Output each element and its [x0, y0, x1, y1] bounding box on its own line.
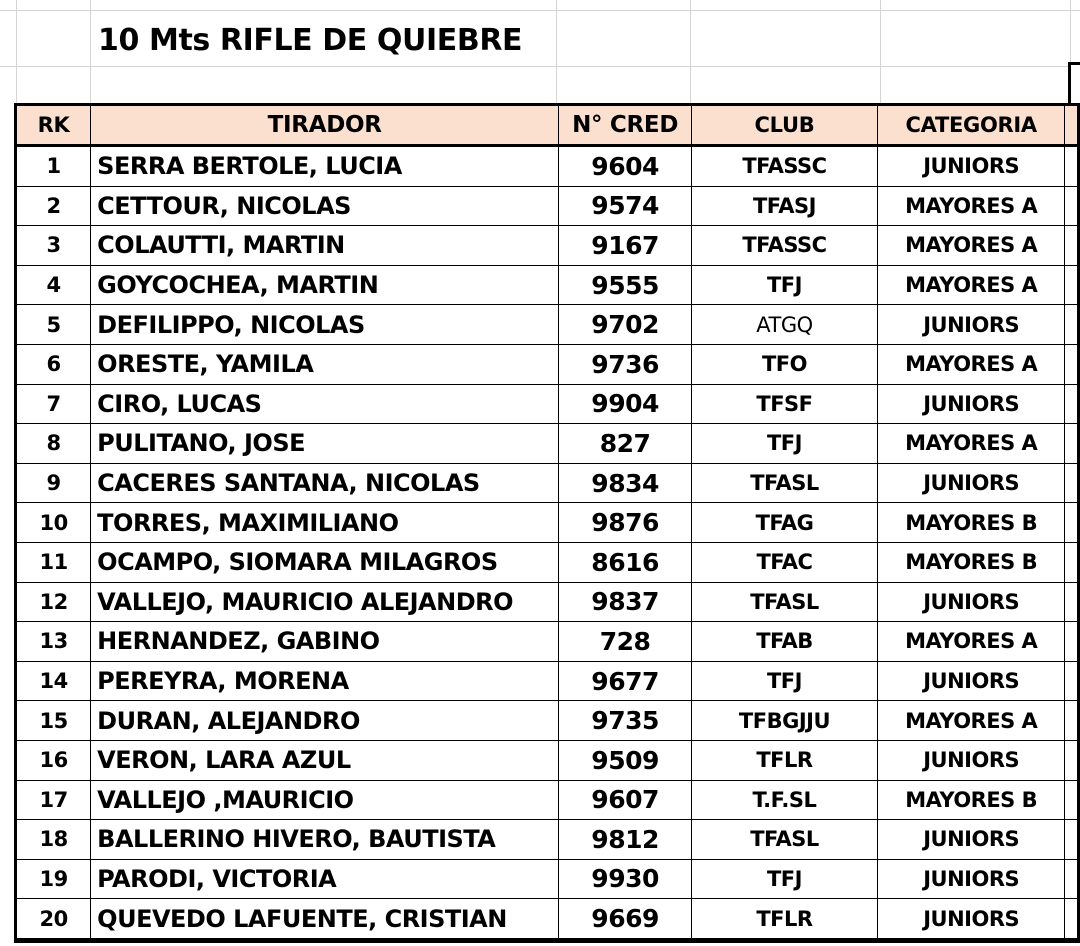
- gridline: [90, 0, 91, 103]
- header-categoria[interactable]: CATEGORIA: [877, 105, 1065, 146]
- cell-cred[interactable]: 9669: [559, 899, 692, 940]
- cell-cred[interactable]: 9735: [559, 701, 692, 741]
- gridline: [0, 10, 1080, 11]
- cell-rk[interactable]: 15: [16, 701, 91, 741]
- cell-tirador[interactable]: COLAUTTI, MARTIN: [91, 226, 559, 266]
- results-table: [14, 103, 1080, 941]
- cell-extra[interactable]: [1065, 146, 1079, 187]
- table-row: [16, 899, 1079, 940]
- cell-categoria[interactable]: JUNIORS: [877, 820, 1065, 860]
- cell-tirador[interactable]: SERRA BERTOLE, LUCIA: [91, 146, 559, 187]
- cell-rk[interactable]: 20: [16, 899, 91, 940]
- table-row: [16, 226, 1079, 266]
- cell-cred[interactable]: 9555: [559, 265, 692, 305]
- cell-rk[interactable]: 12: [16, 582, 91, 622]
- cell-club[interactable]: TFASJ: [692, 186, 878, 226]
- cell-extra[interactable]: [1065, 305, 1079, 345]
- adjacent-cell-border: [1068, 62, 1071, 104]
- cell-categoria[interactable]: MAYORES A: [877, 701, 1065, 741]
- cell-rk[interactable]: 2: [16, 186, 91, 226]
- cell-club[interactable]: TFLR: [692, 740, 878, 780]
- table-row: [16, 859, 1079, 899]
- cell-tirador[interactable]: HERNANDEZ, GABINO: [91, 622, 559, 662]
- gridline: [690, 0, 691, 103]
- cell-club[interactable]: TFASSC: [692, 146, 878, 187]
- cell-extra[interactable]: [1065, 226, 1079, 266]
- cell-tirador[interactable]: CACERES SANTANA, NICOLAS: [91, 463, 559, 503]
- cell-tirador[interactable]: PEREYRA, MORENA: [91, 661, 559, 701]
- table-row: [16, 622, 1079, 662]
- cell-tirador[interactable]: BALLERINO HIVERO, BAUTISTA: [91, 820, 559, 860]
- cell-extra[interactable]: [1065, 859, 1079, 899]
- cell-cred[interactable]: 9736: [559, 344, 692, 384]
- cell-extra[interactable]: [1065, 384, 1079, 424]
- table-row: [16, 265, 1079, 305]
- cell-cred[interactable]: 9834: [559, 463, 692, 503]
- cell-club[interactable]: TFAG: [692, 503, 878, 543]
- cell-categoria[interactable]: JUNIORS: [877, 582, 1065, 622]
- cell-tirador[interactable]: CIRO, LUCAS: [91, 384, 559, 424]
- cell-rk[interactable]: 8: [16, 424, 91, 464]
- header-extra-cell[interactable]: [1065, 105, 1079, 146]
- cell-extra[interactable]: [1065, 740, 1079, 780]
- cell-club[interactable]: TFJ: [692, 265, 878, 305]
- cell-cred[interactable]: 9607: [559, 780, 692, 820]
- cell-cred[interactable]: 8616: [559, 542, 692, 582]
- cell-rk[interactable]: 13: [16, 622, 91, 662]
- gridline: [1070, 0, 1071, 62]
- cell-categoria[interactable]: MAYORES B: [877, 503, 1065, 543]
- cell-categoria[interactable]: JUNIORS: [877, 740, 1065, 780]
- cell-categoria[interactable]: JUNIORS: [877, 384, 1065, 424]
- cell-club[interactable]: TFASL: [692, 582, 878, 622]
- adjacent-cell-border: [1070, 62, 1080, 65]
- table-row: [16, 820, 1079, 860]
- table-row: [16, 463, 1079, 503]
- cell-rk[interactable]: 9: [16, 463, 91, 503]
- table-row: [16, 146, 1079, 187]
- cell-club[interactable]: TFJ: [692, 661, 878, 701]
- cell-rk[interactable]: 6: [16, 344, 91, 384]
- cell-rk[interactable]: 18: [16, 820, 91, 860]
- cell-cred[interactable]: 9702: [559, 305, 692, 345]
- header-club[interactable]: CLUB: [692, 105, 878, 146]
- cell-club[interactable]: TFASSC: [692, 226, 878, 266]
- cell-rk[interactable]: 10: [16, 503, 91, 543]
- cell-rk[interactable]: 16: [16, 740, 91, 780]
- table-row: [16, 503, 1079, 543]
- cell-categoria[interactable]: JUNIORS: [877, 305, 1065, 345]
- cell-categoria[interactable]: JUNIORS: [877, 899, 1065, 940]
- cell-tirador[interactable]: PULITANO, JOSE: [91, 424, 559, 464]
- cell-rk[interactable]: 5: [16, 305, 91, 345]
- table-row: [16, 344, 1079, 384]
- cell-cred[interactable]: 9930: [559, 859, 692, 899]
- cell-extra[interactable]: [1065, 820, 1079, 860]
- cell-cred[interactable]: 827: [559, 424, 692, 464]
- cell-categoria[interactable]: MAYORES A: [877, 424, 1065, 464]
- cell-extra[interactable]: [1065, 344, 1079, 384]
- cell-categoria[interactable]: MAYORES A: [877, 622, 1065, 662]
- cell-cred[interactable]: 9812: [559, 820, 692, 860]
- cell-categoria[interactable]: JUNIORS: [877, 661, 1065, 701]
- cell-extra[interactable]: [1065, 186, 1079, 226]
- gridline: [0, 66, 1068, 67]
- cell-tirador[interactable]: PARODI, VICTORIA: [91, 859, 559, 899]
- cell-club[interactable]: TFLR: [692, 899, 878, 940]
- cell-rk[interactable]: 3: [16, 226, 91, 266]
- cell-cred[interactable]: 9837: [559, 582, 692, 622]
- cell-categoria[interactable]: MAYORES B: [877, 780, 1065, 820]
- cell-cred[interactable]: 728: [559, 622, 692, 662]
- cell-categoria[interactable]: JUNIORS: [877, 146, 1065, 187]
- gridline: [556, 0, 557, 103]
- cell-cred[interactable]: 9876: [559, 503, 692, 543]
- cell-extra[interactable]: [1065, 503, 1079, 543]
- cell-tirador[interactable]: OCAMPO, SIOMARA MILAGROS: [91, 542, 559, 582]
- cell-cred[interactable]: 9574: [559, 186, 692, 226]
- table-row: [16, 542, 1079, 582]
- cell-categoria[interactable]: JUNIORS: [877, 463, 1065, 503]
- cell-extra[interactable]: [1065, 622, 1079, 662]
- cell-club[interactable]: TFJ: [692, 424, 878, 464]
- cell-categoria[interactable]: MAYORES A: [877, 344, 1065, 384]
- cell-rk[interactable]: 4: [16, 265, 91, 305]
- header-rk[interactable]: RK: [16, 105, 91, 146]
- table-row: [16, 582, 1079, 622]
- cell-rk[interactable]: 1: [16, 146, 91, 187]
- table-row: [16, 186, 1079, 226]
- cell-cred[interactable]: 9167: [559, 226, 692, 266]
- header-row: [16, 105, 1079, 146]
- cell-tirador[interactable]: CETTOUR, NICOLAS: [91, 186, 559, 226]
- cell-rk[interactable]: 14: [16, 661, 91, 701]
- cell-extra[interactable]: [1065, 701, 1079, 741]
- table-row: [16, 780, 1079, 820]
- table-row: [16, 661, 1079, 701]
- cell-categoria[interactable]: MAYORES B: [877, 542, 1065, 582]
- cell-extra[interactable]: [1065, 542, 1079, 582]
- cell-club[interactable]: TFASL: [692, 820, 878, 860]
- cell-tirador[interactable]: TORRES, MAXIMILIANO: [91, 503, 559, 543]
- cell-extra[interactable]: [1065, 780, 1079, 820]
- cell-club[interactable]: ATGQ: [692, 305, 878, 345]
- gridline: [880, 0, 881, 103]
- cell-rk[interactable]: 17: [16, 780, 91, 820]
- table-row: [16, 424, 1079, 464]
- cell-extra[interactable]: [1065, 899, 1079, 940]
- cell-tirador[interactable]: VERON, LARA AZUL: [91, 740, 559, 780]
- cell-tirador[interactable]: DURAN, ALEJANDRO: [91, 701, 559, 741]
- cell-tirador[interactable]: DEFILIPPO, NICOLAS: [91, 305, 559, 345]
- cell-tirador[interactable]: ORESTE, YAMILA: [91, 344, 559, 384]
- cell-tirador[interactable]: VALLEJO, MAURICIO ALEJANDRO: [91, 582, 559, 622]
- cell-categoria[interactable]: JUNIORS: [877, 859, 1065, 899]
- cell-extra[interactable]: [1065, 424, 1079, 464]
- cell-categoria[interactable]: MAYORES A: [877, 226, 1065, 266]
- cell-club[interactable]: TFSF: [692, 384, 878, 424]
- cell-rk[interactable]: 11: [16, 542, 91, 582]
- cell-cred[interactable]: 9604: [559, 146, 692, 187]
- cell-categoria[interactable]: MAYORES A: [877, 186, 1065, 226]
- sheet-title[interactable]: 10 Mts RIFLE DE QUIEBRE: [98, 23, 523, 58]
- table-row: [16, 384, 1079, 424]
- cell-tirador[interactable]: VALLEJO ,MAURICIO: [91, 780, 559, 820]
- table-row: [16, 740, 1079, 780]
- header-tirador[interactable]: TIRADOR: [91, 105, 559, 146]
- table-bottom-border: [14, 940, 1080, 943]
- cell-club[interactable]: TFASL: [692, 463, 878, 503]
- cell-extra[interactable]: [1065, 463, 1079, 503]
- cell-categoria[interactable]: MAYORES A: [877, 265, 1065, 305]
- cell-club[interactable]: T.F.SL: [692, 780, 878, 820]
- cell-club[interactable]: TFO: [692, 344, 878, 384]
- cell-club[interactable]: TFAB: [692, 622, 878, 662]
- cell-cred[interactable]: 9677: [559, 661, 692, 701]
- cell-cred[interactable]: 9509: [559, 740, 692, 780]
- cell-rk[interactable]: 19: [16, 859, 91, 899]
- cell-club[interactable]: TFAC: [692, 542, 878, 582]
- cell-club[interactable]: TFJ: [692, 859, 878, 899]
- table-row: [16, 305, 1079, 345]
- cell-cred[interactable]: 9904: [559, 384, 692, 424]
- cell-extra[interactable]: [1065, 265, 1079, 305]
- header-cred[interactable]: N° CRED: [559, 105, 692, 146]
- table-row: [16, 701, 1079, 741]
- gridline: [16, 0, 17, 103]
- cell-extra[interactable]: [1065, 661, 1079, 701]
- cell-rk[interactable]: 7: [16, 384, 91, 424]
- cell-tirador[interactable]: QUEVEDO LAFUENTE, CRISTIAN: [91, 899, 559, 940]
- cell-extra[interactable]: [1065, 582, 1079, 622]
- cell-tirador[interactable]: GOYCOCHEA, MARTIN: [91, 265, 559, 305]
- cell-club[interactable]: TFBGJJU: [692, 701, 878, 741]
